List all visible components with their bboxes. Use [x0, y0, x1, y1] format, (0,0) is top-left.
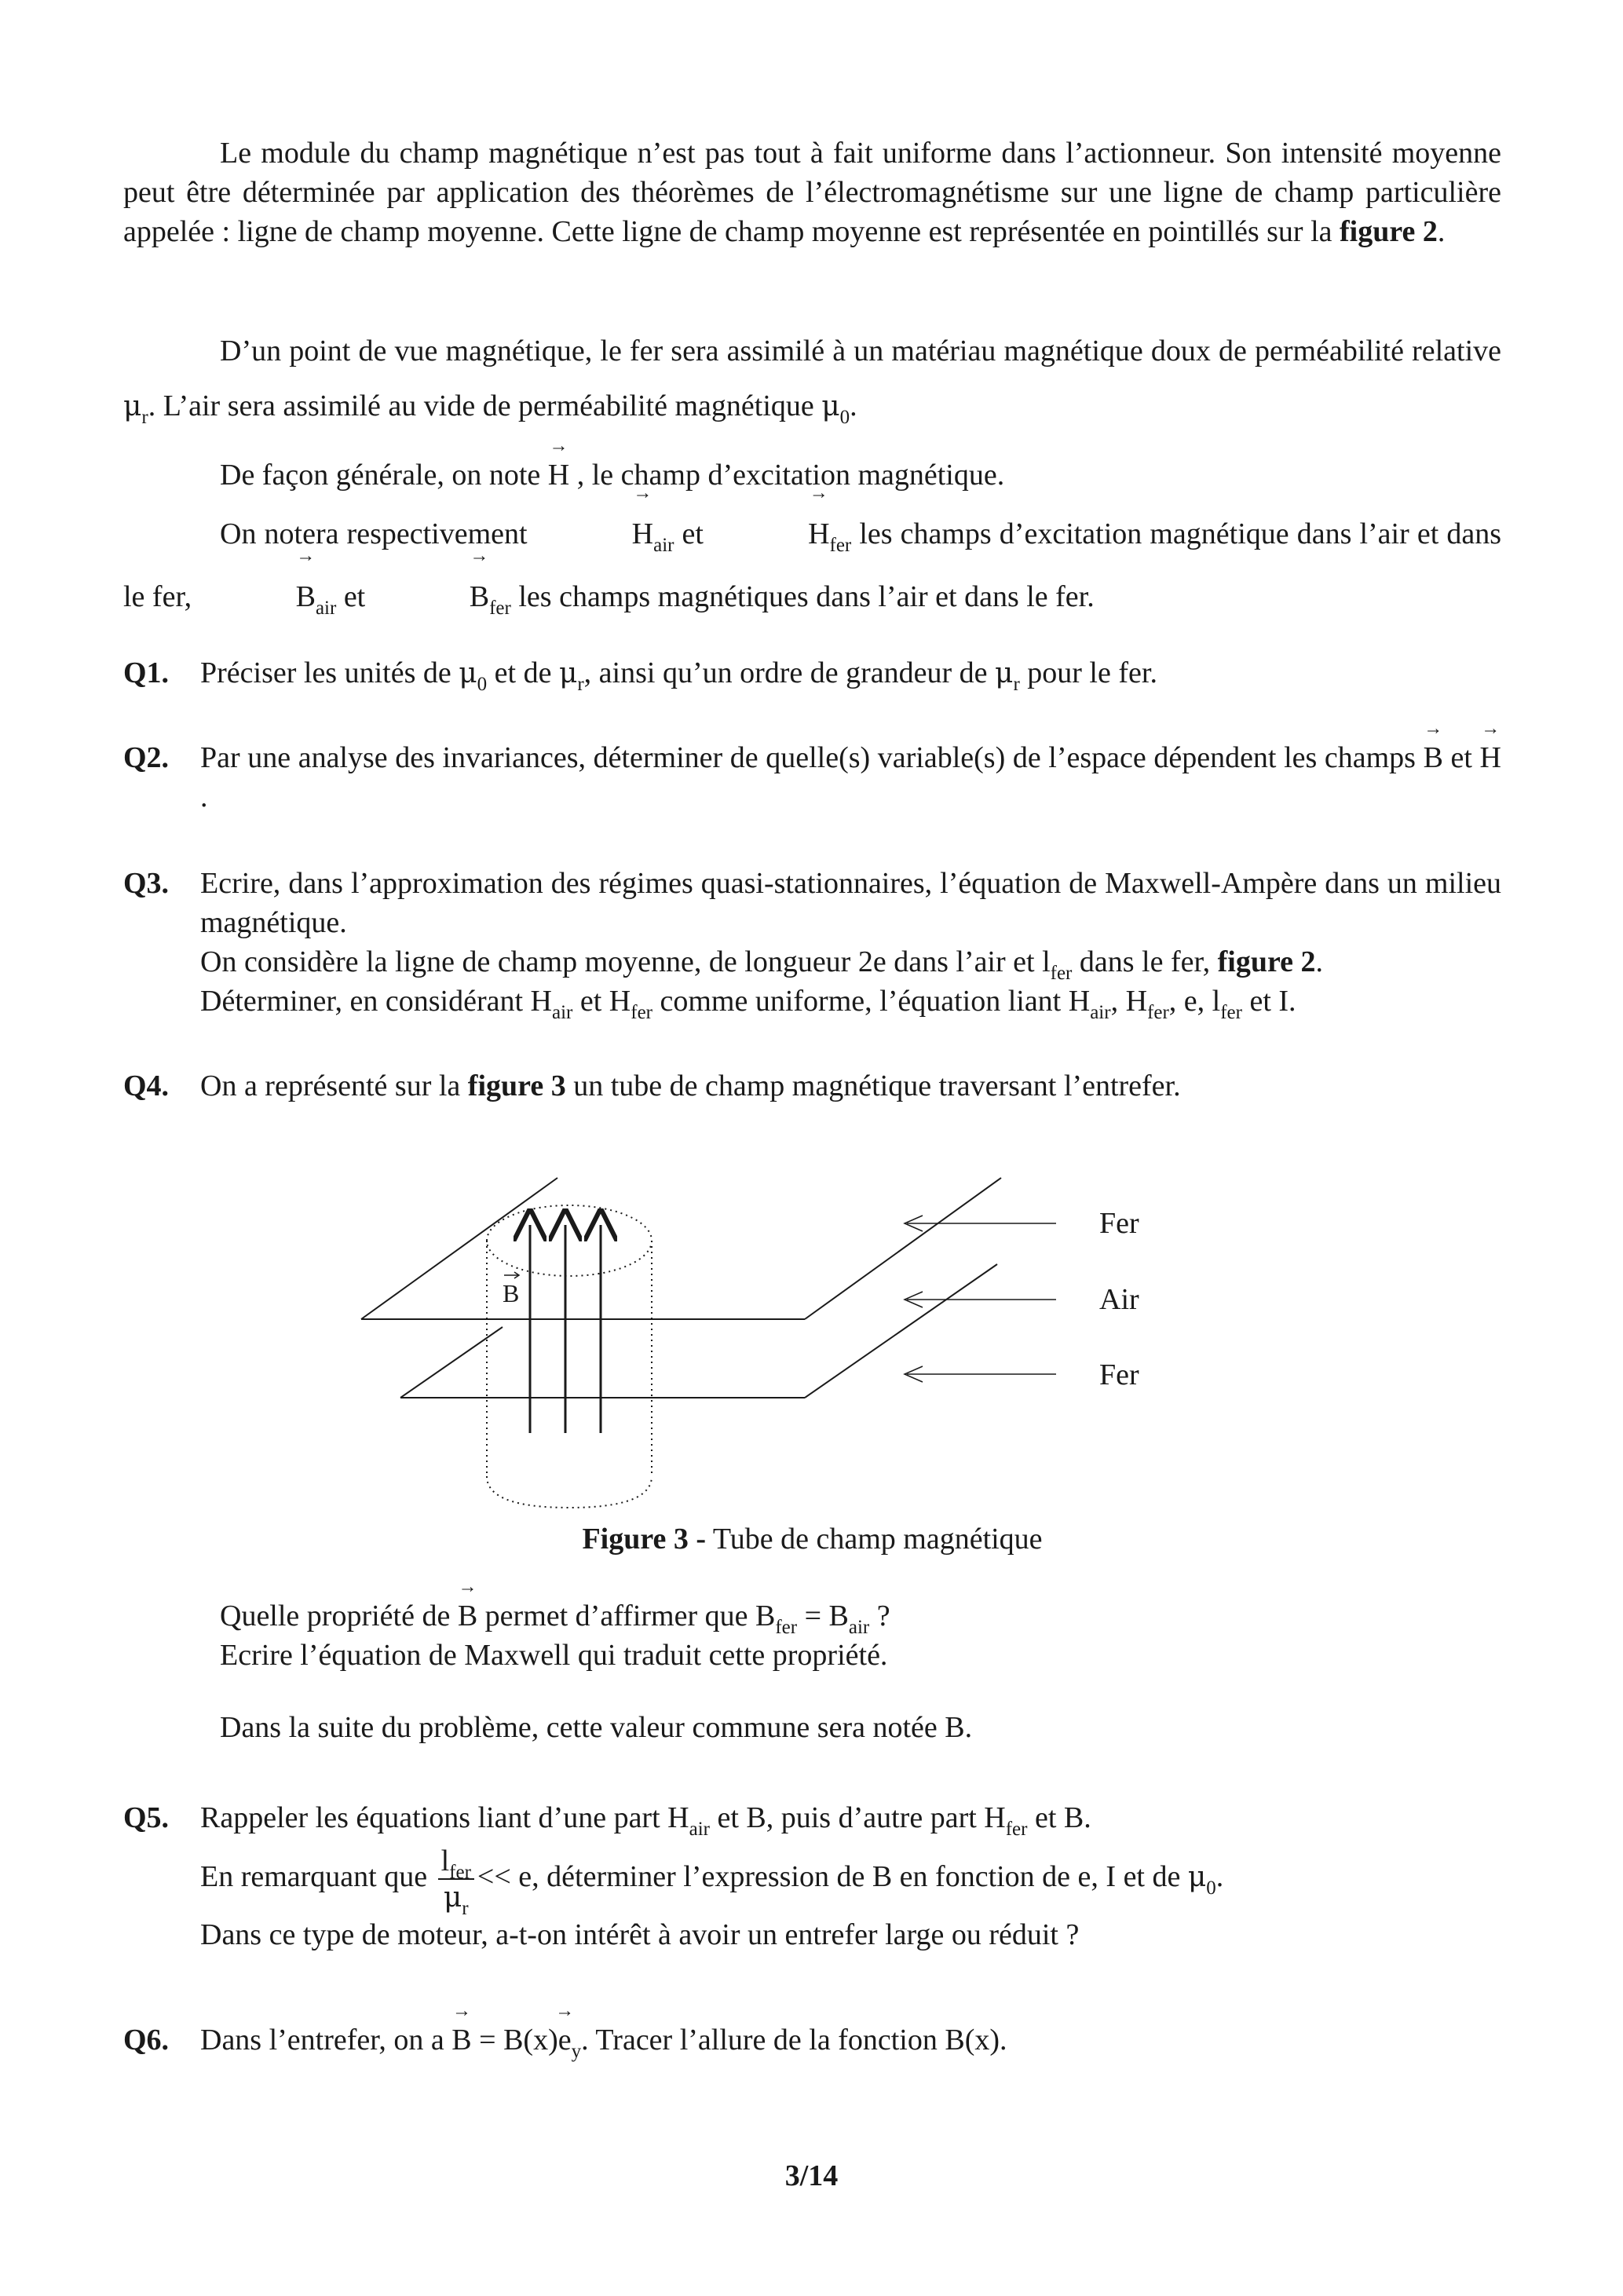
- flux-tube-top: [487, 1205, 652, 1276]
- question-4: Q4. On a représenté sur la figure 3 un tube de champ magnétique traversant l’entrefer.: [123, 1069, 1181, 1102]
- figure-3-caption: Figure 3 - Tube de champ magnétique: [582, 1523, 1043, 1556]
- question-5: Q5. Rappeler les équations liant d’une part $H_{air}$ et B, puis d’autre part $H_{fer}$ et B. En remarquant que $\frac{l_{fer}}{\mu_r}$ << e, déterminer l’expression de B en fonction de e, I et de $\mu_0$. Dans ce type de moteur, a-t-on intérêt à avoir un entrefer large ou réduit ?: [123, 1801, 1224, 1951]
- top-plane-right-edge: [805, 1178, 1001, 1319]
- intro-paragraph-2: D’un point de vue magnétique, le fer sera assimilé à un matériau magnétique doux de perméabilité relative $\mu_r$. L’air sera assimilé au vide de perméabilité magnétique $\mu_0$.: [123, 335, 1501, 428]
- page-number: 3/14: [784, 2159, 839, 2192]
- label-air: Air: [1099, 1283, 1139, 1316]
- intro-paragraph-3: De façon générale, on note → H , le champ d’excitation magnétique.: [123, 455, 1501, 495]
- question-2: Q2. Par une analyse des invariances, déterminer de quelle(s) variable(s) de l’espace dépendent les champs → B et → H .: [123, 738, 1501, 817]
- bottom-plane-right-edge: [805, 1264, 997, 1398]
- question-3: Q3. Ecrire, dans l’approximation des régimes quasi-stationnaires, l’équation de Maxwell-Ampère dans un milieu magnétique. On considère la ligne de champ moyenne, de longueur 2e dans l’air et $l_{fer}$ dans le fer, figure 2. Déterminer, en considérant $H_{air}$ et $H_{fer}$ comme uniforme, l’équation liant $H_{air}$, $H_{fer}$, e, $l_{fer}$ et I.: [123, 867, 1501, 1023]
- figure-3-diagram: [345, 1162, 1162, 1515]
- question-1: Q1. Préciser les unités de $\mu_0$ et de $\mu_r$, ainsi qu’un ordre de grandeur de $\mu_r$ pour le fer.: [123, 656, 1157, 695]
- figure-3-ref: figure 3: [467, 1069, 566, 1102]
- figure-b-label: B: [503, 1279, 520, 1307]
- intro-paragraph-1: Le module du champ magnétique n’est pas tout à fait uniforme dans l’actionneur. Son intensité moyenne peut être déterminée par application des théorèmes de l’électromagnétisme sur une ligne de champ particulière appelée : ligne de champ moyenne. Cette ligne de champ moyenne est représentée en pointillés sur la figure 2.: [123, 137, 1501, 248]
- label-fer-top: Fer: [1099, 1207, 1139, 1240]
- label-fer-bottom: Fer: [1099, 1358, 1139, 1391]
- after-figure-text: Quelle propriété de → B permet d’affirmer que $B_{fer} = B_{air}$ ? Ecrire l’équation de Maxwell qui traduit cette propriété. Dans la suite du problème, cette valeur commune sera notée B.: [220, 1596, 1501, 1747]
- flux-tube-bottom: [487, 1476, 652, 1508]
- intro-paragraph-4: On notera respectivement → $H_{air}$ et → $H_{fer}$ les champs d’excitation magnétique dans l’air et dans le fer, → $B_{air}$ et → $B_{fer}$ les champs magnétiques dans l’air et dans le fer.: [123, 503, 1501, 628]
- figure-2-ref: figure 2: [1340, 215, 1438, 248]
- fraction-lfer-over-mur: $\frac{l_{fer}}{\mu_r}$: [438, 1844, 474, 1915]
- question-6: Q6. Dans l’entrefer, on $a \to B = B(x)\to e_y$. Tracer l’allure de la fonction B(x).: [123, 2020, 1501, 2060]
- top-plane-left-edge: [361, 1178, 557, 1319]
